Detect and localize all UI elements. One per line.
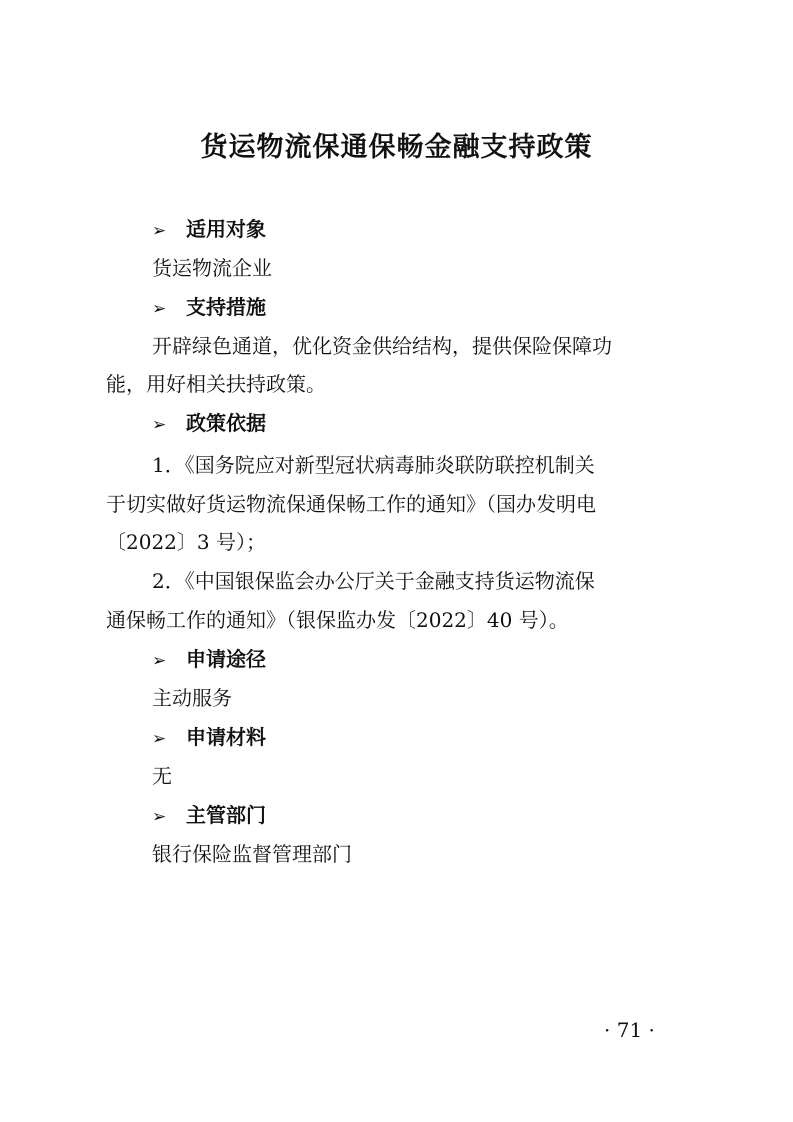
arrow-bullet-icon: ➢	[152, 651, 167, 671]
arrow-bullet-icon: ➢	[152, 415, 167, 435]
body-line: 银行保险监督管理部门	[152, 842, 352, 866]
body-line: 主动服务	[152, 686, 232, 710]
arrow-bullet-icon: ➢	[152, 807, 167, 827]
page-number: · 71 ·	[604, 1018, 655, 1042]
body-line: 开辟绿色通道，优化资金供给结构，提供保险保障功	[152, 334, 612, 358]
section-heading-support-measures	[152, 293, 266, 323]
heading-label: 主管部门	[186, 803, 266, 827]
section-heading-policy-basis	[152, 409, 266, 439]
heading-label: 申请途径	[186, 647, 266, 671]
body-line: 1．《国务院应对新型冠状病毒肺炎联防联控机制关	[152, 453, 595, 477]
body-line: 2．《中国银保监会办公厅关于金融支持货运物流保	[152, 569, 595, 593]
arrow-bullet-icon: ➢	[152, 729, 167, 749]
heading-label: 政策依据	[186, 411, 266, 435]
arrow-bullet-icon: ➢	[152, 299, 167, 319]
heading-label: 支持措施	[186, 295, 266, 319]
section-heading-application-channel	[152, 645, 266, 675]
body-line: 〔2022〕3 号）；	[106, 530, 266, 554]
section-heading-application-materials	[152, 723, 266, 753]
page-title: 货运物流保通保畅金融支持政策	[200, 132, 593, 163]
heading-label: 申请材料	[186, 725, 266, 749]
section-heading-competent-department	[152, 801, 266, 831]
arrow-bullet-icon: ➢	[152, 221, 167, 241]
body-line: 能，用好相关扶持政策。	[106, 372, 326, 396]
section-heading-applicable-target	[152, 215, 266, 245]
body-line: 于切实做好货运物流保通保畅工作的通知》（国办发明电	[106, 492, 596, 516]
body-line: 通保畅工作的通知》（银保监办发〔2022〕40 号）。	[106, 608, 569, 632]
body-line: 货运物流企业	[152, 256, 272, 280]
heading-label: 适用对象	[186, 217, 266, 241]
body-line: 无	[152, 764, 172, 788]
